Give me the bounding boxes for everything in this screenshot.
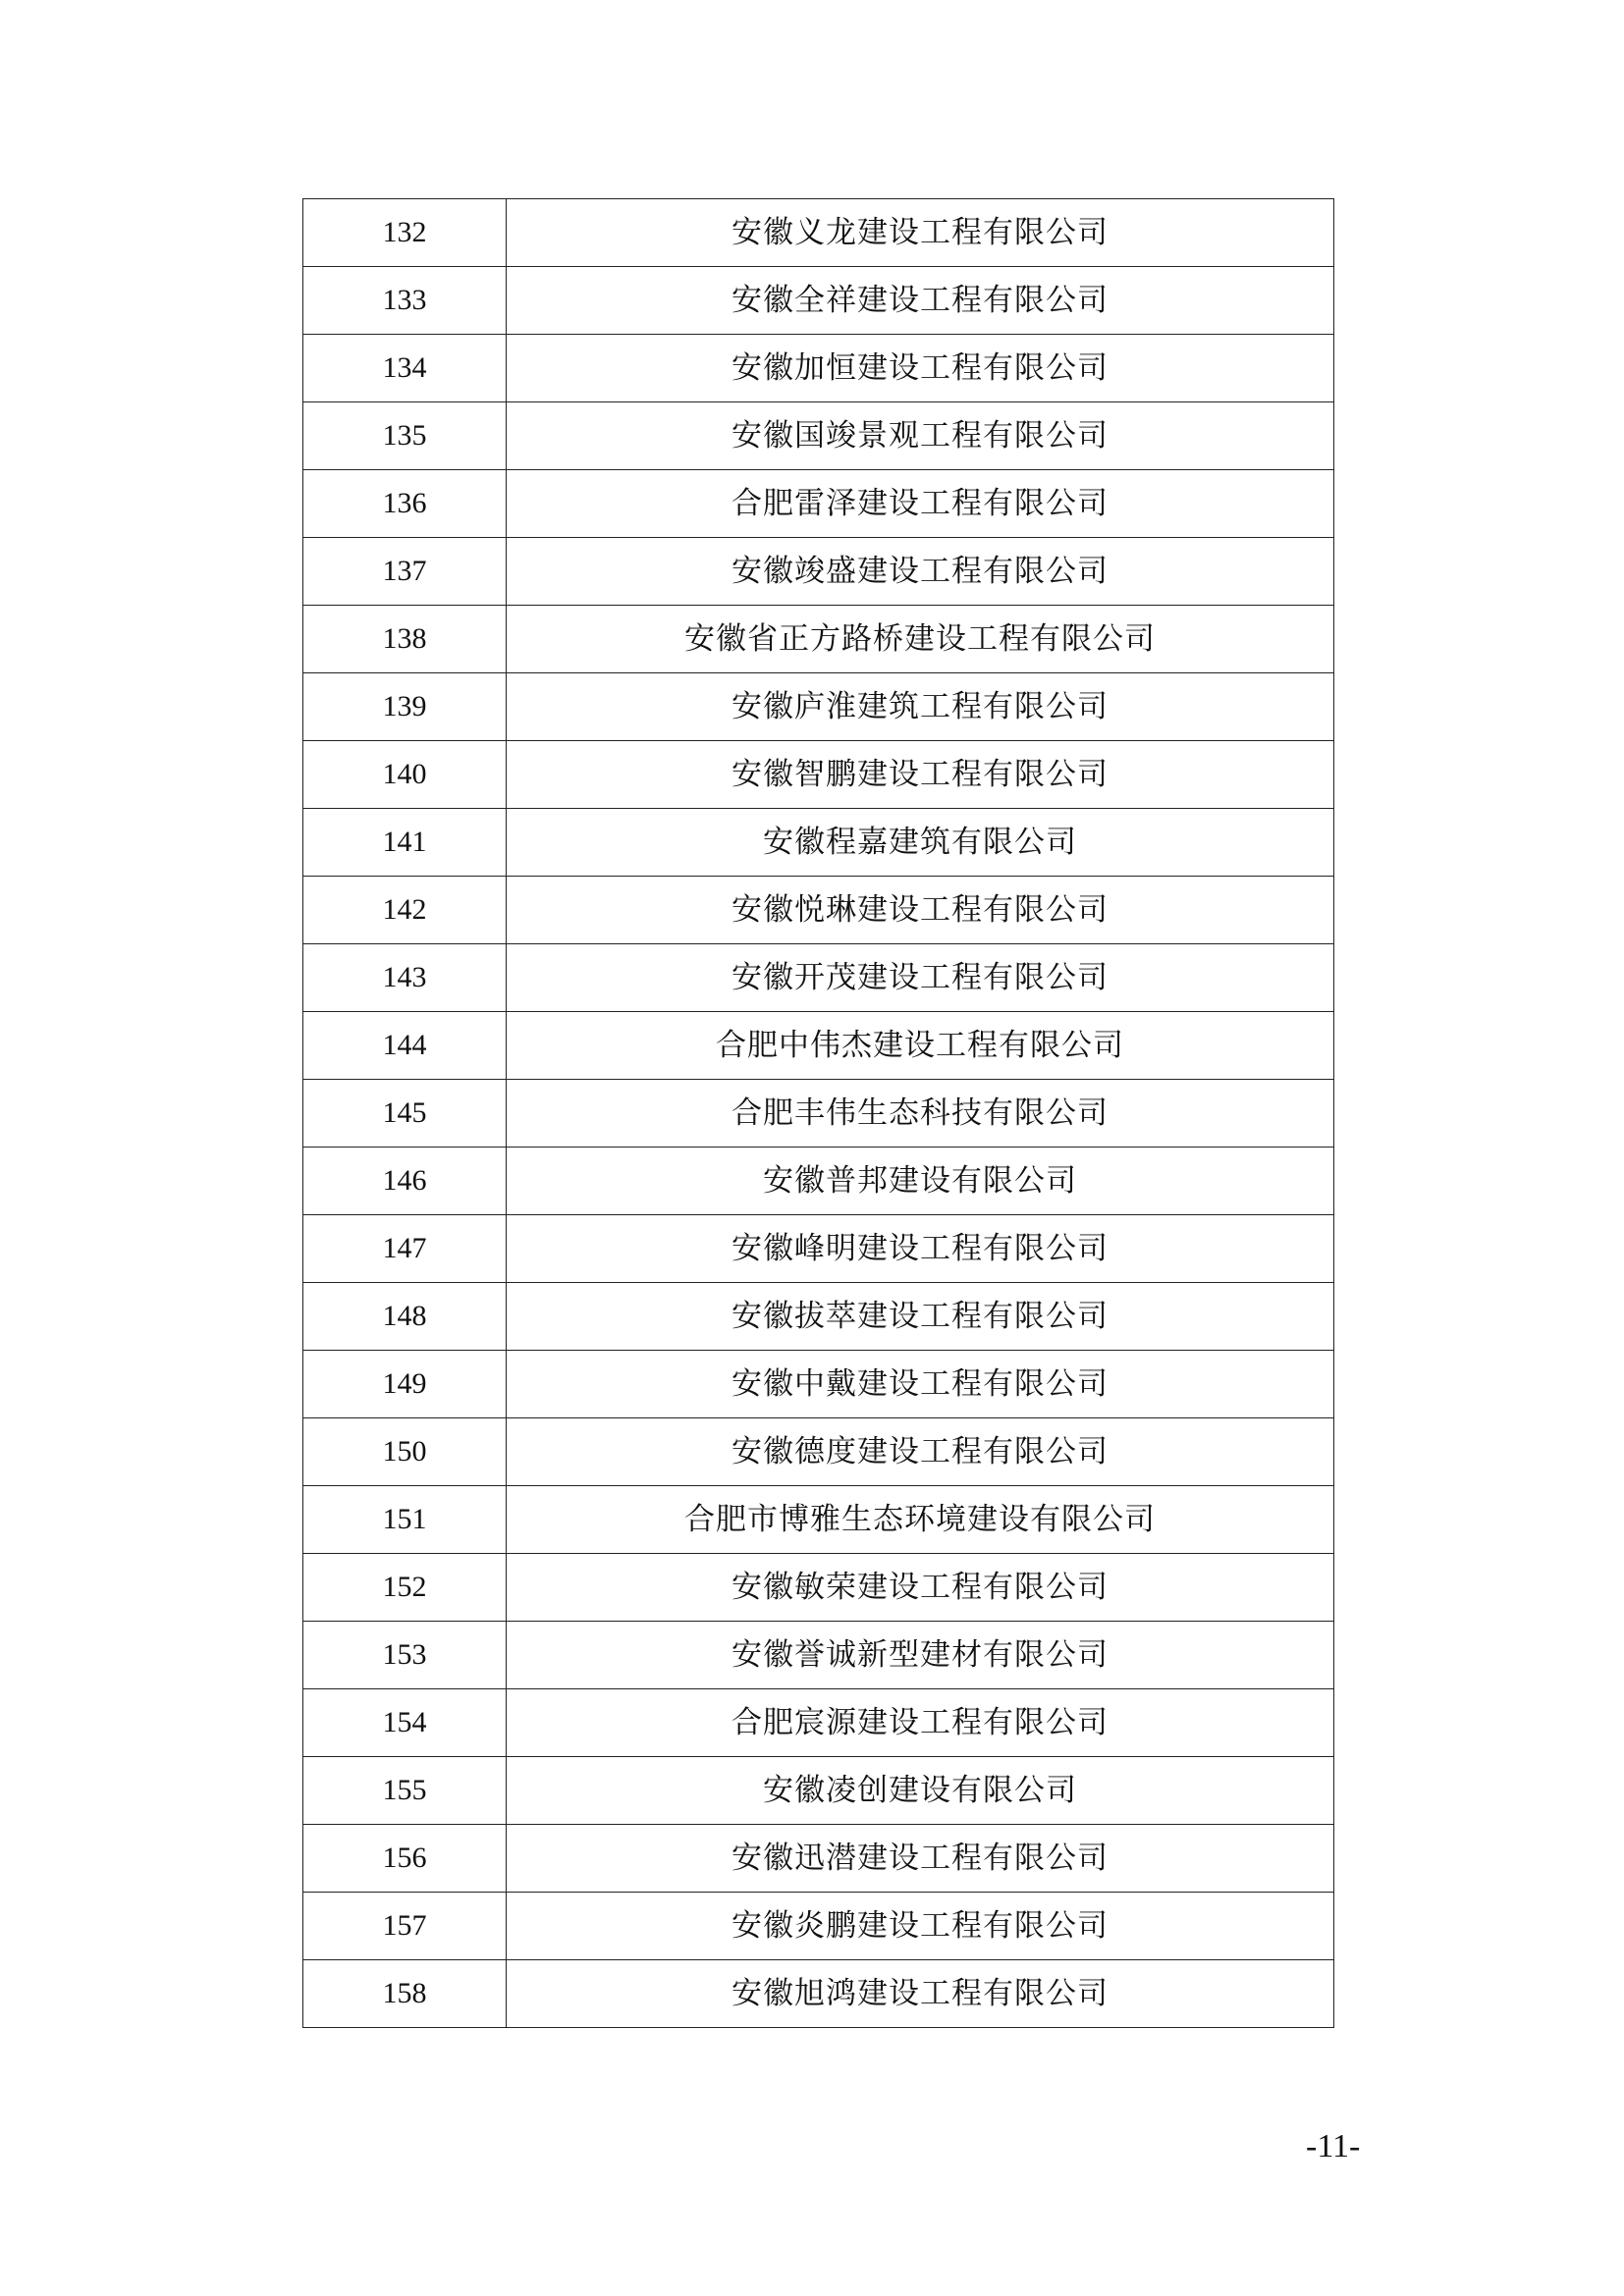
table-row	[303, 1757, 1334, 1825]
row-number-cell: 134	[303, 335, 507, 402]
table-row	[303, 1215, 1334, 1283]
row-number-cell: 156	[303, 1825, 507, 1893]
company-name-cell: 安徽义龙建设工程有限公司	[507, 199, 1334, 267]
table-row	[303, 1351, 1334, 1418]
company-name-cell: 安徽普邦建设有限公司	[507, 1148, 1334, 1215]
company-name-cell: 安徽全祥建设工程有限公司	[507, 267, 1334, 335]
table-row	[303, 809, 1334, 877]
row-number-cell: 152	[303, 1554, 507, 1622]
company-name-cell: 安徽炎鹏建设工程有限公司	[507, 1893, 1334, 1960]
company-name-cell: 安徽凌创建设有限公司	[507, 1757, 1334, 1825]
company-name-cell: 安徽迅潜建设工程有限公司	[507, 1825, 1334, 1893]
table-row	[303, 1825, 1334, 1893]
table-row	[303, 1689, 1334, 1757]
table-row	[303, 335, 1334, 402]
table-row	[303, 1960, 1334, 2028]
row-number-cell: 135	[303, 402, 507, 470]
row-number-cell: 143	[303, 944, 507, 1012]
table-row	[303, 1012, 1334, 1080]
row-number-cell: 132	[303, 199, 507, 267]
company-name-cell: 安徽省正方路桥建设工程有限公司	[507, 606, 1334, 673]
row-number-cell: 146	[303, 1148, 507, 1215]
company-name-cell: 安徽拔萃建设工程有限公司	[507, 1283, 1334, 1351]
company-name-cell: 安徽敏荣建设工程有限公司	[507, 1554, 1334, 1622]
page-number: -11-	[1306, 2128, 1361, 2164]
company-name-cell: 合肥中伟杰建设工程有限公司	[507, 1012, 1334, 1080]
table-row	[303, 538, 1334, 606]
company-name-cell: 安徽誉诚新型建材有限公司	[507, 1622, 1334, 1689]
company-name-cell: 安徽程嘉建筑有限公司	[507, 809, 1334, 877]
table-row	[303, 944, 1334, 1012]
row-number-cell: 140	[303, 741, 507, 809]
table-row	[303, 267, 1334, 335]
row-number-cell: 133	[303, 267, 507, 335]
table-row	[303, 1283, 1334, 1351]
table-row	[303, 877, 1334, 944]
row-number-cell: 157	[303, 1893, 507, 1960]
row-number-cell: 141	[303, 809, 507, 877]
company-name-cell: 合肥丰伟生态科技有限公司	[507, 1080, 1334, 1148]
row-number-cell: 150	[303, 1418, 507, 1486]
table-row	[303, 606, 1334, 673]
company-name-cell: 安徽悦琳建设工程有限公司	[507, 877, 1334, 944]
table-row	[303, 1148, 1334, 1215]
row-number-cell: 154	[303, 1689, 507, 1757]
row-number-cell: 139	[303, 673, 507, 741]
row-number-cell: 148	[303, 1283, 507, 1351]
company-name-cell: 安徽开茂建设工程有限公司	[507, 944, 1334, 1012]
row-number-cell: 158	[303, 1960, 507, 2028]
row-number-cell: 155	[303, 1757, 507, 1825]
row-number-cell: 147	[303, 1215, 507, 1283]
row-number-cell: 145	[303, 1080, 507, 1148]
table-row	[303, 402, 1334, 470]
row-number-cell: 138	[303, 606, 507, 673]
company-name-cell: 安徽庐淮建筑工程有限公司	[507, 673, 1334, 741]
company-name-cell: 安徽智鹏建设工程有限公司	[507, 741, 1334, 809]
company-name-cell: 安徽德度建设工程有限公司	[507, 1418, 1334, 1486]
row-number-cell: 142	[303, 877, 507, 944]
company-name-cell: 安徽峰明建设工程有限公司	[507, 1215, 1334, 1283]
row-number-cell: 137	[303, 538, 507, 606]
table-row	[303, 1080, 1334, 1148]
table-row	[303, 741, 1334, 809]
table-row	[303, 1893, 1334, 1960]
company-name-cell: 安徽加恒建设工程有限公司	[507, 335, 1334, 402]
company-name-cell: 安徽竣盛建设工程有限公司	[507, 538, 1334, 606]
row-number-cell: 136	[303, 470, 507, 538]
row-number-cell: 144	[303, 1012, 507, 1080]
table-row	[303, 1622, 1334, 1689]
row-number-cell: 151	[303, 1486, 507, 1554]
company-name-cell: 安徽国竣景观工程有限公司	[507, 402, 1334, 470]
company-name-cell: 合肥雷泽建设工程有限公司	[507, 470, 1334, 538]
company-name-cell: 安徽中戴建设工程有限公司	[507, 1351, 1334, 1418]
row-number-cell: 149	[303, 1351, 507, 1418]
table-row	[303, 470, 1334, 538]
company-name-cell: 合肥市博雅生态环境建设有限公司	[507, 1486, 1334, 1554]
table-row	[303, 1554, 1334, 1622]
table-row	[303, 1486, 1334, 1554]
table-row	[303, 1418, 1334, 1486]
company-name-cell: 合肥宸源建设工程有限公司	[507, 1689, 1334, 1757]
table-body	[303, 199, 1334, 2028]
table-row	[303, 199, 1334, 267]
table-row	[303, 673, 1334, 741]
company-name-cell: 安徽旭鸿建设工程有限公司	[507, 1960, 1334, 2028]
row-number-cell: 153	[303, 1622, 507, 1689]
company-list-table	[302, 198, 1334, 2028]
